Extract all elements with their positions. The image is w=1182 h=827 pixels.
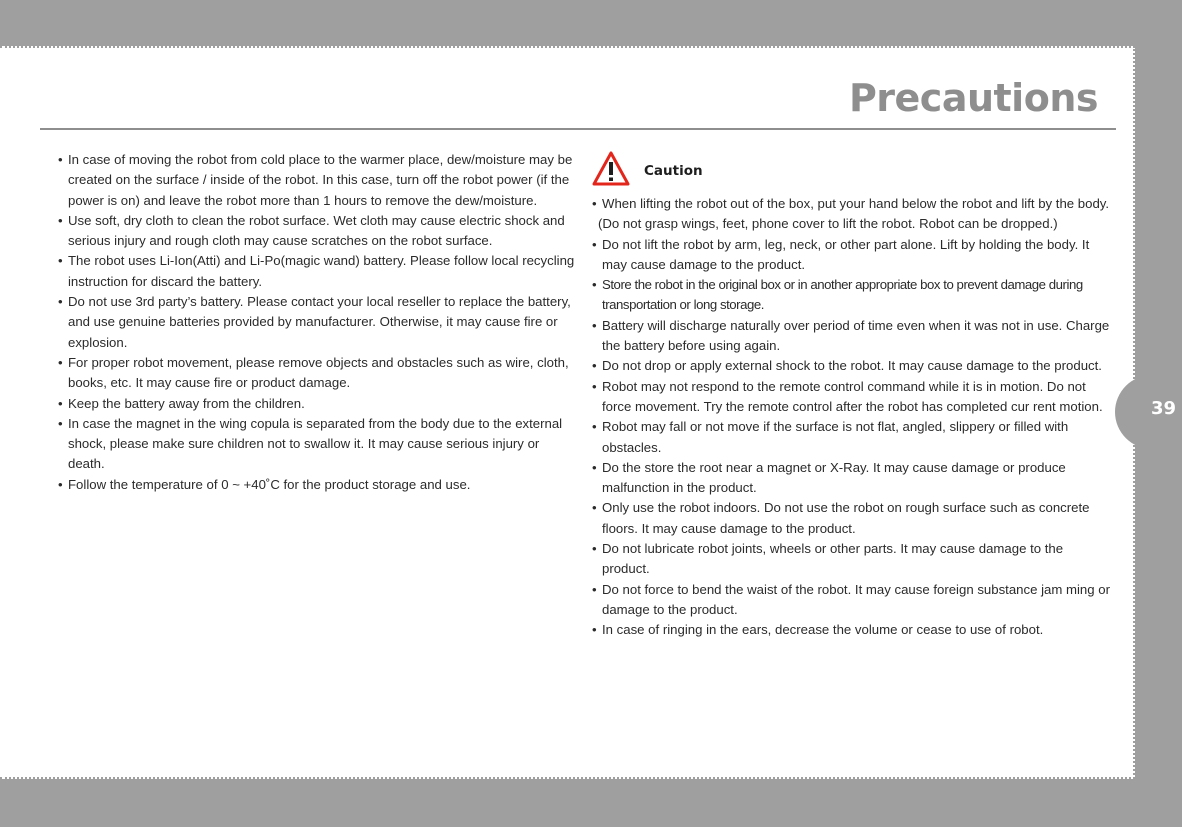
list-item: • Robot may not respond to the remote control command while it is in motion. Do not force movement. Try the remote control after the robot has completed cur rent motion.	[592, 377, 1112, 418]
list-item: • The robot uses Li-Ion(Atti) and Li-Po(magic wand) battery. Please follow local recycling instruction for discard the battery.	[58, 251, 578, 292]
list-item: • Do not drop or apply external shock to the robot. It may cause damage to the product.	[592, 356, 1112, 376]
list-item: • Robot may fall or not move if the surface is not flat, angled, slippery or filled with obstacles.	[592, 417, 1112, 458]
list-item: • Use soft, dry cloth to clean the robot surface. Wet cloth may cause electric shock and serious injury and rough cloth may cause scratches on the robot surface.	[58, 211, 578, 252]
list-item: • Follow the temperature of 0 ~ +40˚C for the product storage and use.	[58, 475, 578, 495]
page-title: Precautions	[848, 76, 1098, 120]
list-item: • Do the store the root near a magnet or X-Ray. It may cause damage or produce malfunction in the product.	[592, 458, 1112, 499]
list-item: • In case the magnet in the wing copula is separated from the body due to the external shock, please make sure children not to swallow it. It may cause serious injury or death.	[58, 414, 578, 475]
list-item: • Do not lubricate robot joints, wheels or other parts. It may cause damage to the product.	[592, 539, 1112, 580]
title-divider	[40, 128, 1116, 130]
list-item: • When lifting the robot out of the box, put your hand below the robot and lift by the body.	[592, 194, 1112, 214]
list-item: • Do not force to bend the waist of the robot. It may cause foreign substance jam ming or damage to the product.	[592, 580, 1112, 621]
warning-triangle-icon	[592, 151, 630, 192]
list-item: • Do not use 3rd party’s battery. Please contact your local reseller to replace the battery, and use genuine batteries provided by manufacturer. Otherwise, it may cause fire or explosion.	[58, 292, 578, 353]
list-item-note: (Do not grasp wings, feet, phone cover to lift the robot. Robot can be dropped.)	[598, 216, 1058, 232]
list-item: • Battery will discharge naturally over period of time even when it was not in use. Charge the battery before using again.	[592, 316, 1112, 357]
page-number: 39	[1151, 398, 1177, 419]
list-item: • Only use the robot indoors. Do not use the robot on rough surface such as concrete floors. It may cause damage to the product.	[592, 498, 1112, 539]
list-item: • Store the robot in the original box or in another appropriate box to prevent damage during transportation or long storage.	[592, 275, 1112, 316]
right-precautions-list	[592, 194, 1112, 641]
list-item: • In case of moving the robot from cold place to the warmer place, dew/moisture may be created on the surface / inside of the robot. In this case, turn off the robot power (if the power is on) and leave the robot more than 1 hours to remove the dew/moisture.	[58, 150, 578, 211]
list-item: • Do not lift the robot by arm, leg, neck, or other part alone. Lift by holding the body. It may cause damage to the product.	[592, 235, 1112, 276]
list-item: • For proper robot movement, please remove objects and obstacles such as wire, cloth, books, etc. It may cause fire or product damage.	[58, 353, 578, 394]
caution-label: Caution	[644, 163, 703, 179]
list-item: • In case of ringing in the ears, decrease the volume or cease to use of robot.	[592, 620, 1112, 640]
left-precautions-list	[58, 150, 578, 495]
caution-heading	[592, 152, 703, 190]
list-item: • Keep the battery away from the children.	[58, 394, 578, 414]
